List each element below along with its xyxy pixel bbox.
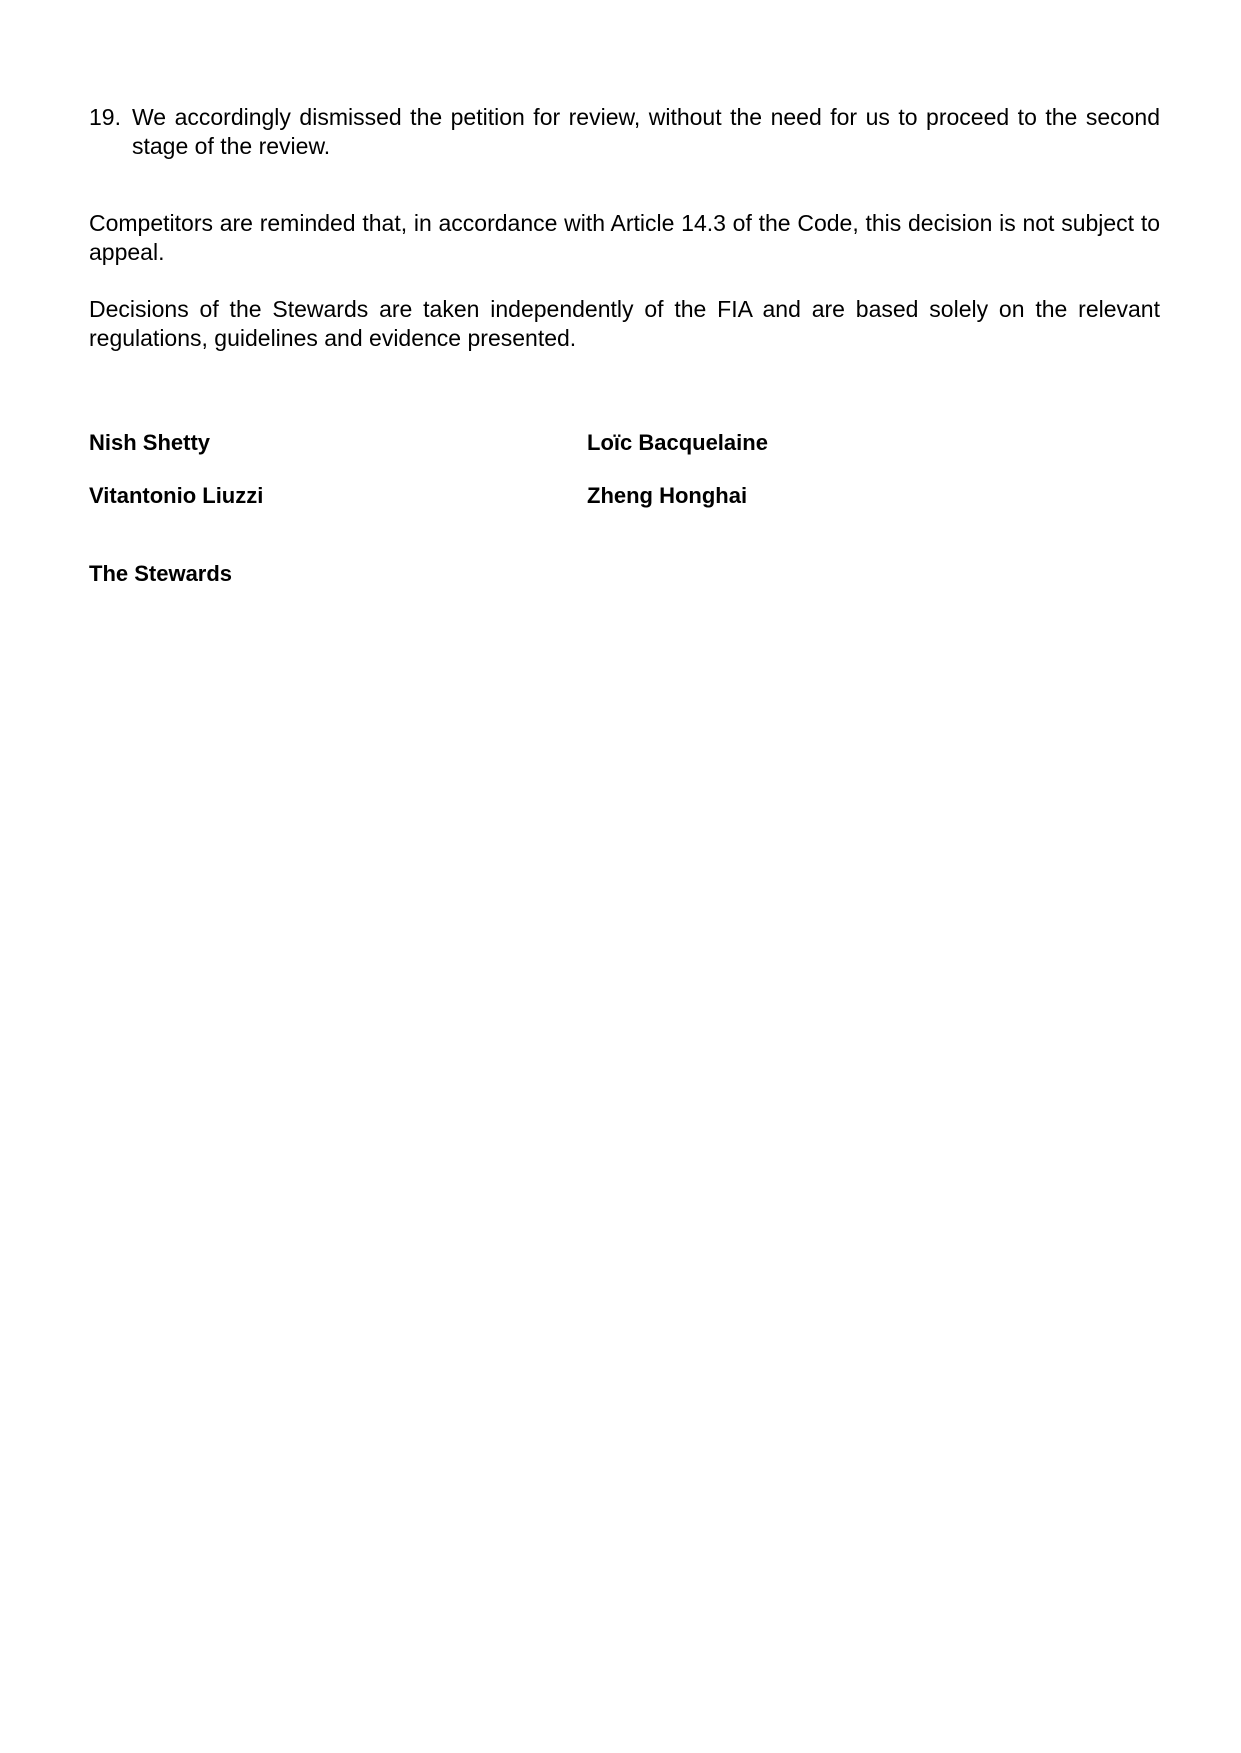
steward-name-nish-shetty: Nish Shetty [89,430,211,455]
paragraph-text: We accordingly dismissed the petition for review, without the need for us to proceed to the second stage of the review. [132,104,1160,159]
paragraph-number: 19. [89,104,121,130]
independence-statement-paragraph: Decisions of the Stewards are taken independently of the FIA and are based solely on the relevant regulations, guidelines and evidence presented. [89,296,1160,351]
steward-name-loic-bacquelaine: Loïc Bacquelaine [587,430,768,455]
steward-name-vitantonio-liuzzi: Vitantonio Liuzzi [89,483,264,508]
steward-name-zheng-honghai: Zheng Honghai [587,483,748,508]
stewards-closing-label: The Stewards [89,561,233,586]
appeal-reminder-paragraph: Competitors are reminded that, in accordance with Article 14.3 of the Code, this decision is not subject to appeal. [89,210,1160,265]
paragraph-19 [89,103,1160,161]
